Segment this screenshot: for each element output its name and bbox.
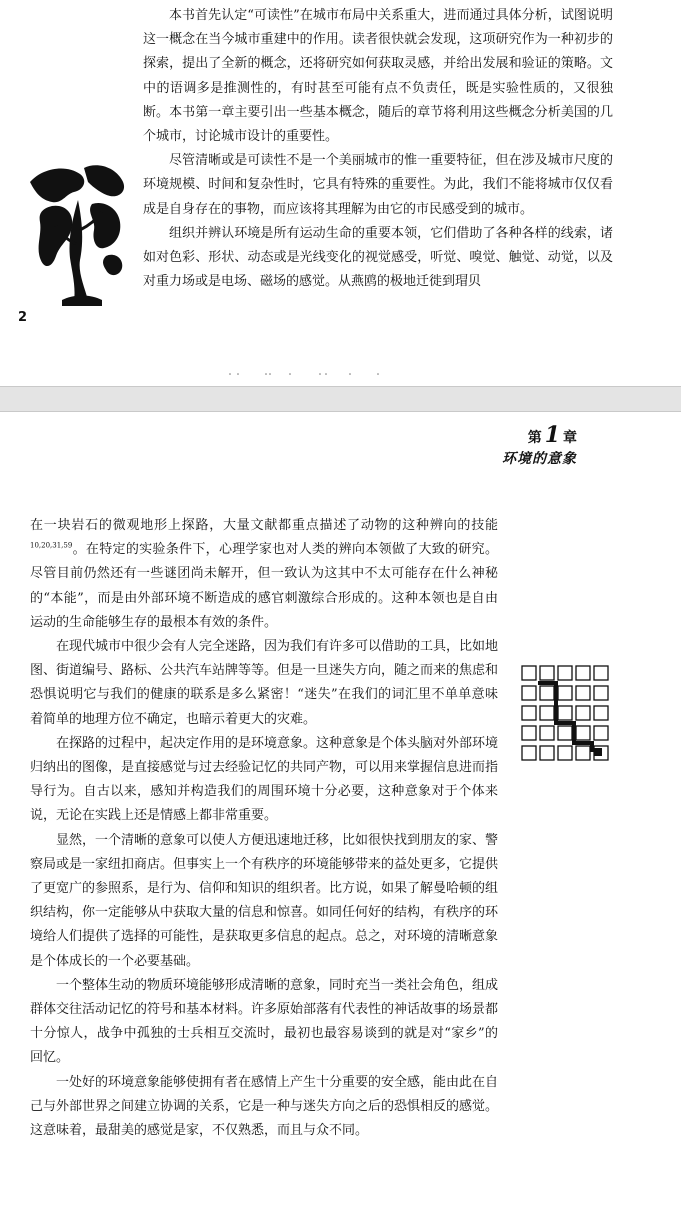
reference-numbers: 10,20,31,59	[30, 541, 73, 550]
paragraph: 尽管清晰或是可读性不是一个美丽城市的惟一重要特征，但在涉及城市尺度的环境规模、时间和复杂性时，它具有特殊的重要性。为此，我们不能将城市仅仅看成是自身存在的事物，而应该将其理解为由它的市民感受到的城市。	[143, 153, 613, 217]
paragraph-continued	[30, 514, 498, 635]
chapter-prefix: 第	[527, 430, 542, 446]
page-number: 2	[18, 310, 28, 325]
scan-artifact-dots	[200, 372, 500, 376]
paragraph: 一处好的环境意象能够使拥有者在感情上产生十分重要的安全感，能由此在自己与外部世界之间建立协调的关系，它是一种与迷失方向之后的恐惧相反的感觉。这意味着，最甜美的感觉是家，不仅熟悉，而且与众不同。	[30, 1074, 499, 1139]
paragraph: 一个整体生动的物质环境能够形成清晰的意象，同时充当一类社会角色，组成群体交往活动记忆的符号和基本材料。许多原始部落有代表性的神话故事的场景都十分惊人，战争中孤独的士兵相互交流时，最初也最容易谈到的就是对“家乡”的回忆。	[30, 977, 499, 1066]
page-separator	[0, 386, 681, 412]
bottom-page-text	[30, 514, 498, 1143]
paragraph: 本书首先认定“可读性”在城市布局中关系重大，进而通过具体分析，试图说明这一概念在当今城市重建中的作用。读者很快就会发现，这项研究作为一种初步的探索，提出了全新的概念，还将研究如何获取灵感，并给出发展和验证的策略。文中的语调多是推测性的，有时甚至可能有点不负责任，既是实验性质的，又很独断。本书第一章主要引出一些基本概念，随后的章节将利用这些概念分析美国的几个城市，讨论城市设计的重要性。	[143, 8, 613, 145]
chapter-title: 环境的意象	[502, 451, 577, 467]
paragraph: 在现代城市中很少会有人完全迷路，因为我们有许多可以借助的工具，比如地图、街道编号、路标、公共汽车站牌等等。但是一旦迷失方向，随之而来的焦虑和恐惧说明它与我们的健康的联系是多么紧密！“迷失”在我们的词汇里不单单意味着简单的地理方位不确定，也暗示着更大的灾难。	[30, 639, 499, 727]
paragraph: 在探路的过程中，起决定作用的是环境意象。这种意象是个体头脑对外部环境归纳出的图像，是直接感觉与过去经验记忆的共同产物，可以用来掌握信息进而指导行为。自古以来，感知并构造我们的周围环境十分必要，这种意象对于个体来说，无论在实践上还是情感上都非常重要。	[30, 735, 499, 824]
chapter-heading	[502, 424, 577, 469]
chapter-label	[502, 424, 577, 449]
paragraph: 显然，一个清晰的意象可以使人方便迅速地迁移，比如很快找到朋友的家、警察局或是一家纽扣商店。但事实上一个有秩序的环境能够带来的益处更多，它提供了更宽广的参照系，是行为、信仰和知识的组织者。比方说，如果了解曼哈顿的组织结构，你一定能够从中获取大量的信息和惊喜。如同任何好的结构，有秩序的环境给人们提供了选择的可能性，是获取更多信息的起点。总之，对环境的清晰意象是个体成长的一个必要基础。	[30, 832, 499, 969]
chapter-number: 1	[544, 422, 560, 448]
top-page-text	[143, 4, 613, 294]
paragraph-text: 在一块岩石的微观地形上探路，大量文献都重点描述了动物的这种辨向的技能	[30, 518, 498, 533]
globe-illustration	[22, 160, 132, 310]
paragraph-text: 。在特定的实验条件下，心理学家也对人类的辨向本领做了大致的研究。尽管目前仍然还有一些谜团尚未解开，但一致认为这其中不太可能存在什么神秘的“本能”，而是由外部环境不断造成的感官刺激综合形成的。这种本领也是自由运动的生命能够生存的最根本有效的条件。	[30, 542, 498, 630]
chapter-suffix: 章	[563, 430, 577, 446]
bottom-page	[0, 412, 681, 1224]
street-grid-illustration	[520, 664, 620, 772]
paragraph: 组织并辨认环境是所有运动生命的重要本领，它们借助了各种各样的线索，诸如对色彩、形状、动态或是光线变化的视觉感受，听觉、嗅觉、触觉、动觉，以及对重力场或是电场、磁场的感觉。从燕鸥的极地迁徙到瑁贝	[143, 225, 613, 290]
top-page	[0, 0, 681, 386]
